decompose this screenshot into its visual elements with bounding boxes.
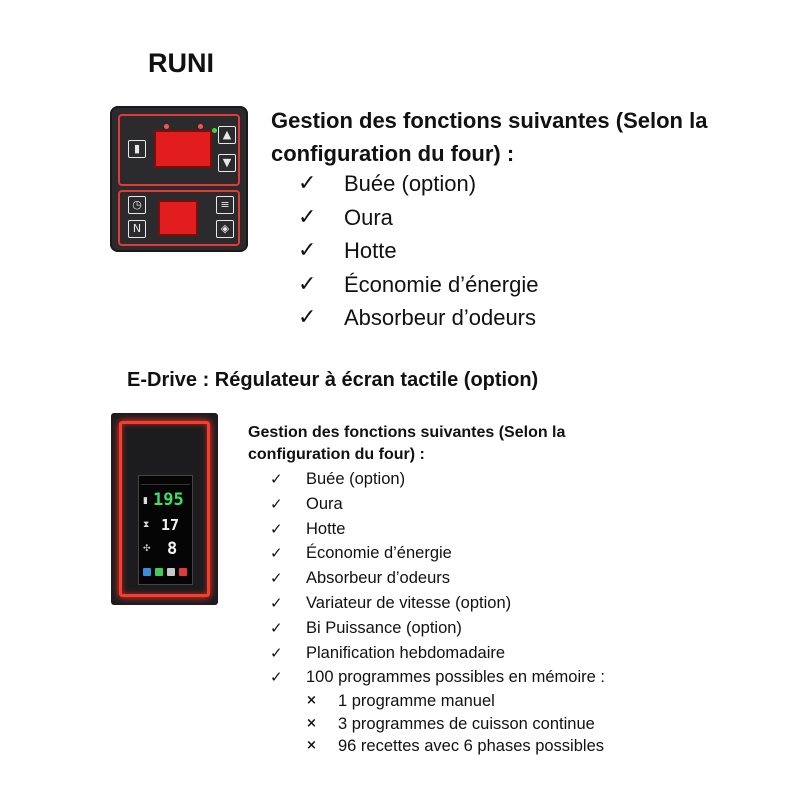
list-item: ✓ Hotte [270,517,605,542]
fan-icon: ✣ [143,544,151,554]
n-icon: N [128,220,146,238]
runi-lower-section [118,190,240,246]
runi-functions-heading: Gestion des fonctions suivantes (Selon la configuration du four) : [271,108,708,166]
list-item: ✓ Absorbeur d’odeurs [270,566,605,591]
screen-fan-level: 8 [167,539,178,559]
list-item: ✓ Bi Puissance (option) [270,616,605,641]
edrive-touchscreen [138,475,193,585]
checkmark-icon: ✓ [298,305,317,330]
screen-button [155,568,163,576]
screen-button [167,568,175,576]
list-item: ✓ 100 programmes possibles en mémoire : [270,665,605,690]
hotplate-icon: ≡ [216,196,234,214]
checkmark-icon: ✓ [298,171,317,196]
list-item: ✓ Oura [270,492,605,517]
checkmark-icon: ✓ [270,668,283,687]
screen-button [143,568,151,576]
arrow-up-icon: ▲ [218,126,236,144]
edrive-functions-heading: Gestion des fonctions suivantes (Selon la configuration du four) : [248,424,566,463]
checkmark-icon: ✓ [270,618,283,637]
list-item: ✓ Variateur de vitesse (option) [270,591,605,616]
list-item: × 96 recettes avec 6 phases possibles [306,735,604,758]
screen-temperature: 195 [153,490,184,510]
list-item: ✓ Oura [298,201,538,235]
checkmark-icon: ✓ [270,470,283,488]
edrive-feature-list [270,467,605,690]
list-item: ✓ Planification hebdomadaire [270,641,605,666]
cross-bullet-icon: × [306,738,317,753]
checkmark-icon: ✓ [270,593,283,612]
runi-lower-display [158,200,198,236]
checkmark-icon: ✓ [270,519,283,538]
list-item: ✓ Économie d’énergie [298,268,538,302]
list-item: ✓ Hotte [298,234,538,268]
list-item: × 3 programmes de cuisson continue [306,713,604,736]
checkmark-icon: ✓ [270,544,283,563]
steam-icon: ◈ [216,220,234,238]
checkmark-icon: ✓ [270,569,283,588]
clock-icon: ⧗ [143,520,150,530]
checkmark-icon: ✓ [298,204,317,230]
screen-button [179,568,187,576]
screen-status-bar [141,478,190,485]
clock-icon: ◷ [128,196,146,214]
checkmark-icon: ✓ [270,643,283,662]
runi-control-panel-image [110,106,248,252]
edrive-touch-panel-image [111,413,218,605]
program-sub-list [306,690,604,758]
screen-time: 17 [161,516,180,534]
runi-upper-section [118,114,240,186]
thermometer-icon: ▮ [128,140,146,158]
list-item: ✓ Absorbeur d’odeurs [298,301,538,335]
checkmark-icon: ✓ [298,238,317,263]
list-item: ✓ Buée (option) [270,467,605,492]
cross-bullet-icon: × [306,693,317,708]
led-indicator-green [212,128,217,133]
checkmark-icon: ✓ [298,271,317,297]
led-indicator-red [198,124,203,129]
led-indicator-red [164,124,169,129]
arrow-down-icon: ▼ [218,154,236,172]
list-item: × 1 programme manuel [306,690,604,713]
runi-title: RUNI [148,48,214,78]
checkmark-icon: ✓ [270,494,283,513]
thermometer-icon: ▮ [143,496,148,506]
list-item: ✓ Économie d’énergie [270,541,605,566]
list-item: ✓ Buée (option) [298,167,538,201]
runi-feature-list [298,167,538,335]
cross-bullet-icon: × [306,715,317,731]
runi-upper-display [154,130,212,168]
edrive-title: E-Drive : Régulateur à écran tactile (option) [127,369,539,391]
